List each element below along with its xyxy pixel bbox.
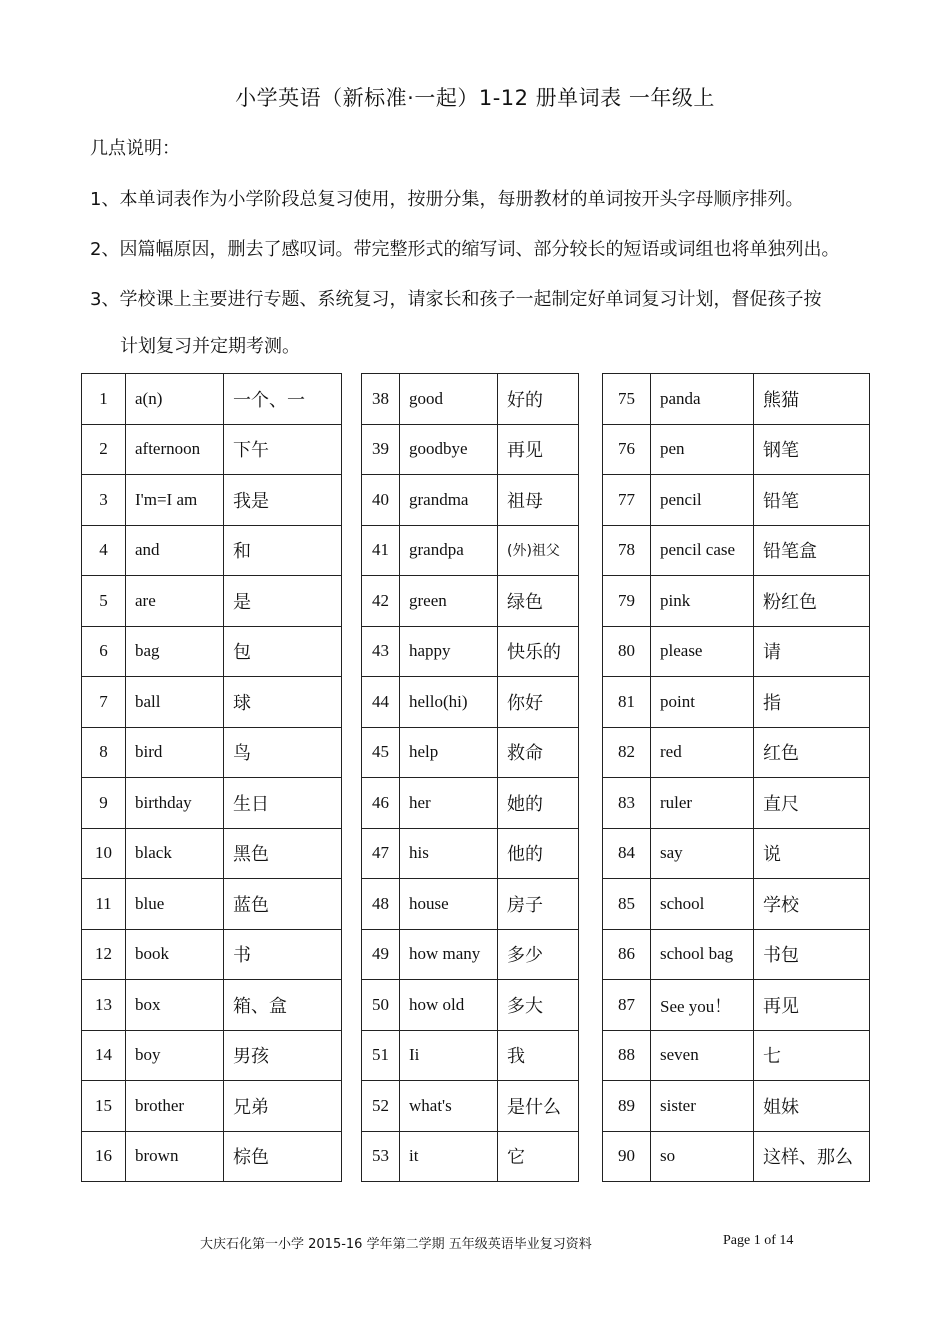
chinese-meaning: 再见 [498, 424, 579, 475]
word-number: 89 [603, 1081, 651, 1132]
word-number: 14 [82, 1030, 126, 1081]
word-number: 87 [603, 980, 651, 1031]
table-row [603, 677, 870, 728]
english-word: ruler [651, 778, 754, 829]
page-title: 小学英语（新标准·一起）1-12 册单词表 一年级上 [235, 86, 715, 110]
table-row [603, 828, 870, 879]
chinese-meaning: (外)祖父 [498, 525, 579, 576]
word-table-3 [602, 373, 870, 1182]
word-number: 43 [362, 626, 400, 677]
table-row [603, 879, 870, 930]
word-number: 83 [603, 778, 651, 829]
table-row [82, 980, 342, 1031]
chinese-meaning: 生日 [224, 778, 342, 829]
english-word: sister [651, 1081, 754, 1132]
table-row [82, 626, 342, 677]
english-word: Ii [400, 1030, 498, 1081]
english-word: birthday [126, 778, 224, 829]
chinese-meaning: 好的 [498, 374, 579, 425]
english-word: hello(hi) [400, 677, 498, 728]
word-number: 76 [603, 424, 651, 475]
word-number: 49 [362, 929, 400, 980]
table-row [362, 424, 579, 475]
word-number: 1 [82, 374, 126, 425]
table-row [82, 929, 342, 980]
word-number: 53 [362, 1131, 400, 1182]
chinese-meaning: 我 [498, 1030, 579, 1081]
english-word: blue [126, 879, 224, 930]
table-row [82, 828, 342, 879]
footer-text: 大庆石化第一小学 2015-16 学年第二学期 五年级英语毕业复习资料 [200, 1237, 592, 1252]
word-number: 5 [82, 576, 126, 627]
english-word: bird [126, 727, 224, 778]
word-number: 51 [362, 1030, 400, 1081]
word-number: 47 [362, 828, 400, 879]
english-word: grandpa [400, 525, 498, 576]
chinese-meaning: 我是 [224, 475, 342, 526]
chinese-meaning: 熊猫 [754, 374, 870, 425]
english-word: pencil case [651, 525, 754, 576]
word-number: 80 [603, 626, 651, 677]
table-row [603, 525, 870, 576]
word-number: 10 [82, 828, 126, 879]
note-1: 1、本单词表作为小学阶段总复习使用，按册分集，每册教材的单词按开头字母顺序排列。 [90, 189, 804, 210]
chinese-meaning: 兄弟 [224, 1081, 342, 1132]
english-word: goodbye [400, 424, 498, 475]
table-row [82, 879, 342, 930]
chinese-meaning: 书 [224, 929, 342, 980]
word-number: 77 [603, 475, 651, 526]
word-number: 46 [362, 778, 400, 829]
table-row [603, 475, 870, 526]
table-row [82, 1081, 342, 1132]
word-number: 81 [603, 677, 651, 728]
english-word: pencil [651, 475, 754, 526]
english-word: good [400, 374, 498, 425]
table-row [603, 1131, 870, 1182]
chinese-meaning: 姐妹 [754, 1081, 870, 1132]
table-row [362, 727, 579, 778]
chinese-meaning: 指 [754, 677, 870, 728]
chinese-meaning: 包 [224, 626, 342, 677]
chinese-meaning: 铅笔盒 [754, 525, 870, 576]
word-number: 82 [603, 727, 651, 778]
english-word: her [400, 778, 498, 829]
english-word: a(n) [126, 374, 224, 425]
table-row [362, 980, 579, 1031]
word-number: 48 [362, 879, 400, 930]
english-word: See you！ [651, 980, 754, 1031]
note-3: 3、学校课上主要进行专题、系统复习，请家长和孩子一起制定好单词复习计划，督促孩子按 [90, 289, 822, 310]
table-row [82, 778, 342, 829]
word-number: 38 [362, 374, 400, 425]
chinese-meaning: 蓝色 [224, 879, 342, 930]
table-row [362, 1030, 579, 1081]
chinese-meaning: 书包 [754, 929, 870, 980]
english-word: red [651, 727, 754, 778]
word-number: 85 [603, 879, 651, 930]
chinese-meaning: 学校 [754, 879, 870, 930]
table-row [362, 879, 579, 930]
notes-heading: 几点说明： [90, 138, 180, 159]
english-word: boy [126, 1030, 224, 1081]
chinese-meaning: 粉红色 [754, 576, 870, 627]
table-row [603, 778, 870, 829]
table-row [603, 374, 870, 425]
table-row [362, 677, 579, 728]
chinese-meaning: 再见 [754, 980, 870, 1031]
chinese-meaning: 请 [754, 626, 870, 677]
table-row [82, 677, 342, 728]
english-word: please [651, 626, 754, 677]
chinese-meaning: 男孩 [224, 1030, 342, 1081]
chinese-meaning: 快乐的 [498, 626, 579, 677]
table-row [603, 1030, 870, 1081]
word-number: 79 [603, 576, 651, 627]
chinese-meaning: 球 [224, 677, 342, 728]
table-row [362, 1131, 579, 1182]
table-row [603, 576, 870, 627]
table-row [82, 424, 342, 475]
chinese-meaning: 救命 [498, 727, 579, 778]
chinese-meaning: 七 [754, 1030, 870, 1081]
word-number: 41 [362, 525, 400, 576]
english-word: book [126, 929, 224, 980]
table-row [603, 727, 870, 778]
table-row [82, 374, 342, 425]
page-number: Page 1 of 14 [723, 1233, 794, 1248]
english-word: ball [126, 677, 224, 728]
english-word: and [126, 525, 224, 576]
english-word: say [651, 828, 754, 879]
chinese-meaning: 她的 [498, 778, 579, 829]
english-word: pen [651, 424, 754, 475]
note-2: 2、因篇幅原因，删去了感叹词。带完整形式的缩写词、部分较长的短语或词组也将单独列出。 [90, 239, 840, 260]
table-row [603, 1081, 870, 1132]
table-row [362, 475, 579, 526]
english-word: so [651, 1131, 754, 1182]
english-word: school bag [651, 929, 754, 980]
chinese-meaning: 直尺 [754, 778, 870, 829]
word-number: 52 [362, 1081, 400, 1132]
word-number: 45 [362, 727, 400, 778]
word-number: 11 [82, 879, 126, 930]
word-table-2 [361, 373, 579, 1182]
table-row [603, 424, 870, 475]
table-row [362, 374, 579, 425]
chinese-meaning: 它 [498, 1131, 579, 1182]
word-number: 84 [603, 828, 651, 879]
word-number: 8 [82, 727, 126, 778]
table-row [362, 929, 579, 980]
word-number: 42 [362, 576, 400, 627]
chinese-meaning: 说 [754, 828, 870, 879]
word-number: 9 [82, 778, 126, 829]
table-row [82, 525, 342, 576]
chinese-meaning: 铅笔 [754, 475, 870, 526]
english-word: box [126, 980, 224, 1031]
english-word: school [651, 879, 754, 930]
english-word: house [400, 879, 498, 930]
english-word: afternoon [126, 424, 224, 475]
english-word: it [400, 1131, 498, 1182]
english-word: black [126, 828, 224, 879]
table-row [603, 626, 870, 677]
chinese-meaning: 红色 [754, 727, 870, 778]
word-number: 75 [603, 374, 651, 425]
english-word: I'm=I am [126, 475, 224, 526]
word-number: 12 [82, 929, 126, 980]
table-row [362, 626, 579, 677]
table-row [362, 576, 579, 627]
chinese-meaning: 房子 [498, 879, 579, 930]
chinese-meaning: 一个、一 [224, 374, 342, 425]
word-number: 78 [603, 525, 651, 576]
table-row [362, 525, 579, 576]
note-3-continued: 计划复习并定期考测。 [120, 336, 300, 357]
table-row [362, 828, 579, 879]
english-word: point [651, 677, 754, 728]
chinese-meaning: 绿色 [498, 576, 579, 627]
table-row [603, 929, 870, 980]
english-word: pink [651, 576, 754, 627]
table-row [82, 576, 342, 627]
word-number: 15 [82, 1081, 126, 1132]
english-word: how old [400, 980, 498, 1031]
english-word: help [400, 727, 498, 778]
chinese-meaning: 他的 [498, 828, 579, 879]
table-row [603, 980, 870, 1031]
table-row [82, 1030, 342, 1081]
chinese-meaning: 棕色 [224, 1131, 342, 1182]
word-number: 2 [82, 424, 126, 475]
chinese-meaning: 你好 [498, 677, 579, 728]
word-number: 90 [603, 1131, 651, 1182]
table-row [362, 778, 579, 829]
word-number: 39 [362, 424, 400, 475]
chinese-meaning: 是 [224, 576, 342, 627]
chinese-meaning: 鸟 [224, 727, 342, 778]
chinese-meaning: 箱、盒 [224, 980, 342, 1031]
word-number: 88 [603, 1030, 651, 1081]
word-table-1 [81, 373, 342, 1182]
chinese-meaning: 黑色 [224, 828, 342, 879]
word-number: 40 [362, 475, 400, 526]
english-word: brown [126, 1131, 224, 1182]
english-word: happy [400, 626, 498, 677]
table-row [362, 1081, 579, 1132]
chinese-meaning: 这样、那么 [754, 1131, 870, 1182]
english-word: his [400, 828, 498, 879]
chinese-meaning: 和 [224, 525, 342, 576]
chinese-meaning: 祖母 [498, 475, 579, 526]
chinese-meaning: 是什么 [498, 1081, 579, 1132]
word-number: 3 [82, 475, 126, 526]
table-row [82, 475, 342, 526]
word-number: 44 [362, 677, 400, 728]
english-word: what's [400, 1081, 498, 1132]
english-word: are [126, 576, 224, 627]
english-word: green [400, 576, 498, 627]
word-number: 50 [362, 980, 400, 1031]
english-word: grandma [400, 475, 498, 526]
table-row [82, 727, 342, 778]
english-word: seven [651, 1030, 754, 1081]
chinese-meaning: 下午 [224, 424, 342, 475]
english-word: bag [126, 626, 224, 677]
chinese-meaning: 钢笔 [754, 424, 870, 475]
word-number: 7 [82, 677, 126, 728]
chinese-meaning: 多少 [498, 929, 579, 980]
english-word: brother [126, 1081, 224, 1132]
word-number: 86 [603, 929, 651, 980]
english-word: how many [400, 929, 498, 980]
word-number: 6 [82, 626, 126, 677]
word-number: 4 [82, 525, 126, 576]
english-word: panda [651, 374, 754, 425]
chinese-meaning: 多大 [498, 980, 579, 1031]
table-row [82, 1131, 342, 1182]
word-number: 13 [82, 980, 126, 1031]
word-number: 16 [82, 1131, 126, 1182]
